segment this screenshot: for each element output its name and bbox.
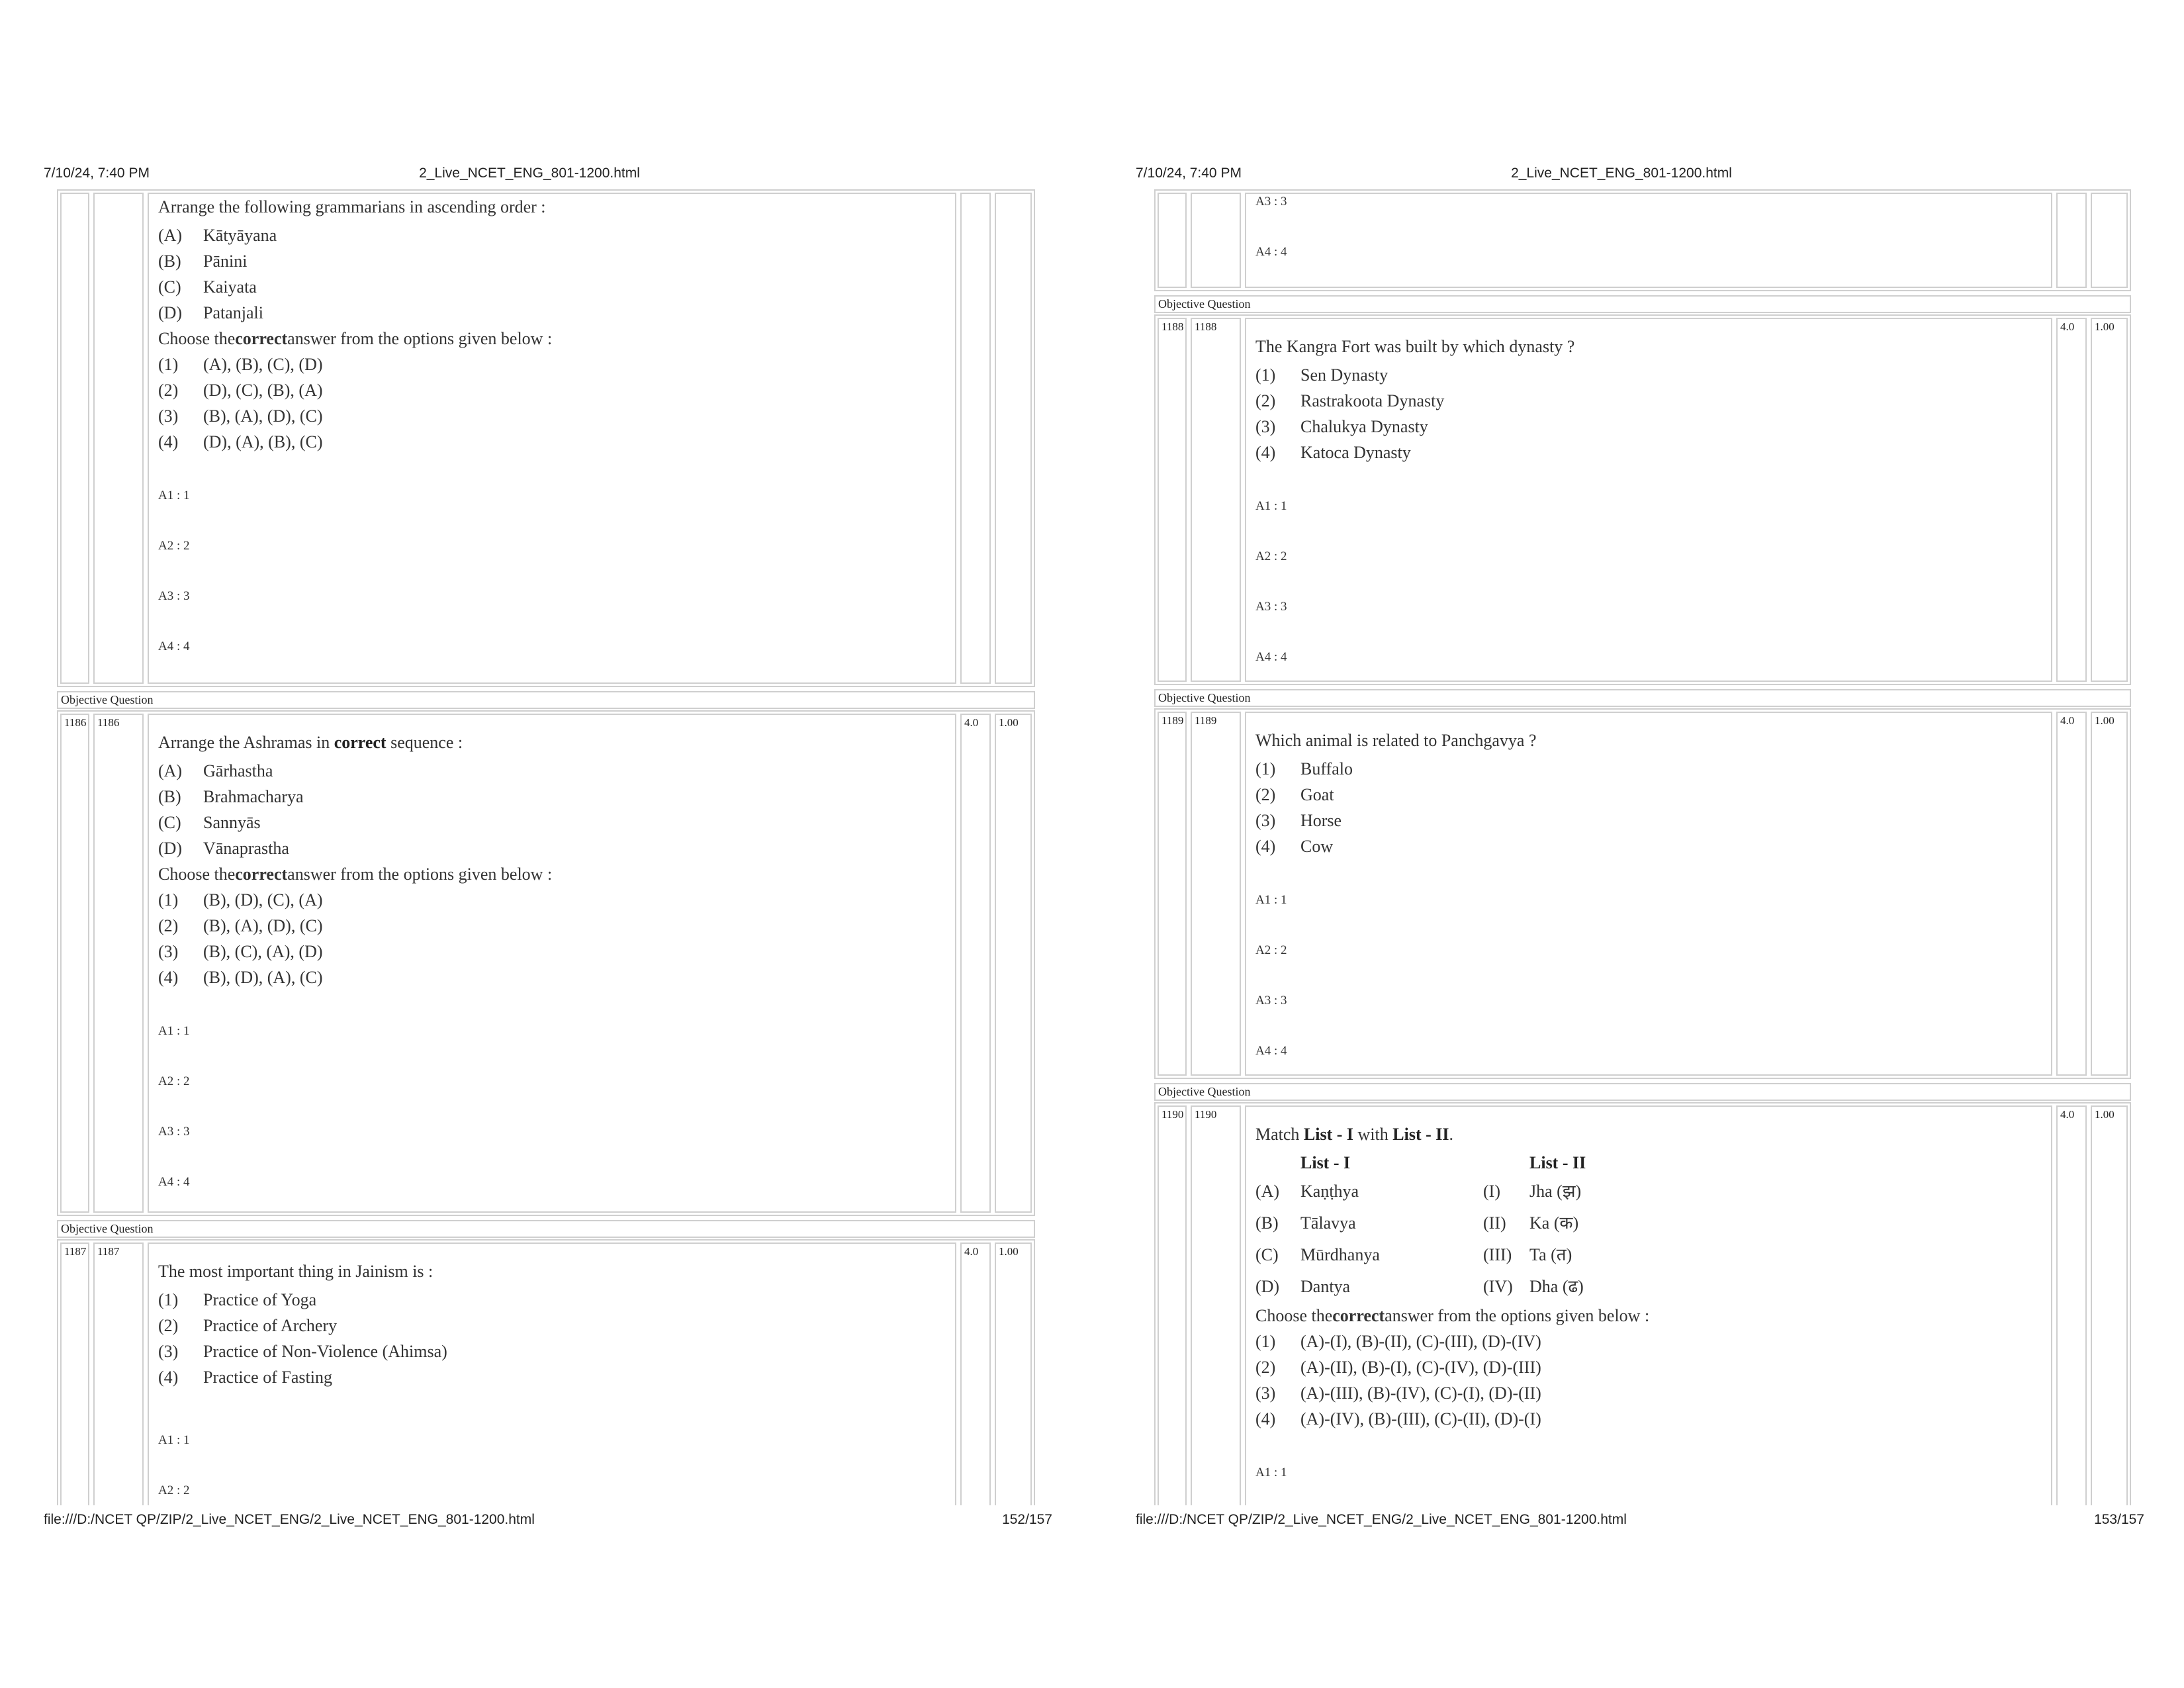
answer-option: (2) (A)-(II), (B)-(I), (C)-(IV), (D)-(III) xyxy=(1255,1358,1541,1377)
list-item: (A) Kātyāyana xyxy=(158,226,277,245)
question-number: 1186 xyxy=(60,714,89,1213)
question-text: The most important thing in Jainism is : xyxy=(158,1262,433,1281)
answer-key: A2 : 2 xyxy=(158,1483,190,1497)
answer-option: (4) (B), (D), (A), (C) xyxy=(158,968,323,987)
question-number: 1187 xyxy=(60,1243,89,1505)
footer-file-path: file:///D:/NCET QP/ZIP/2_Live_NCET_ENG/2_Live_NCET_ENG_801-1200.html xyxy=(1136,1512,1627,1527)
match-row: (B) Tālavya (II) Ka (क) xyxy=(1255,1213,1579,1233)
list-item: (B) Pānini xyxy=(158,252,248,271)
negative-marks-cell xyxy=(2091,193,2128,288)
answer-option: (3) Chalukya Dynasty xyxy=(1255,417,1428,436)
question-body xyxy=(148,714,956,1213)
question-id: 1187 xyxy=(93,1243,144,1505)
marks-cell: 4.0 xyxy=(960,714,991,1213)
negative-marks-cell: 1.00 xyxy=(2091,712,2128,1076)
header-date: 7/10/24, 7:40 PM xyxy=(1136,165,1242,181)
answer-option: (1) (A), (B), (C), (D) xyxy=(158,355,323,374)
section-label: Objective Question xyxy=(1154,689,2131,707)
answer-key: A1 : 1 xyxy=(1255,1466,1287,1479)
answer-option: (3) Practice of Non-Violence (Ahimsa) xyxy=(158,1342,447,1361)
answer-option: (1) Buffalo xyxy=(1255,759,1353,778)
section-label: Objective Question xyxy=(1154,1083,2131,1101)
question-block xyxy=(1154,708,2131,1079)
question-id: 1190 xyxy=(1191,1105,1241,1505)
answer-option: (2) Practice of Archery xyxy=(158,1316,338,1335)
answer-option: (2) Goat xyxy=(1255,785,1334,804)
negative-marks-cell: 1.00 xyxy=(2091,1105,2128,1505)
marks-cell: 4.0 xyxy=(2056,712,2087,1076)
list-item: (D) Vānaprastha xyxy=(158,839,289,858)
list-2-header: List - II xyxy=(1529,1153,1586,1172)
list-item: (D) Patanjali xyxy=(158,303,263,322)
answer-key: A2 : 2 xyxy=(1255,943,1287,957)
footer-file-path: file:///D:/NCET QP/ZIP/2_Live_NCET_ENG/2_Live_NCET_ENG_801-1200.html xyxy=(44,1512,535,1527)
question-id: 1186 xyxy=(93,714,144,1213)
question-id: 1189 xyxy=(1191,712,1241,1076)
list-item: (B) Brahmacharya xyxy=(158,787,304,806)
list-item: (C) Sannyās xyxy=(158,813,261,832)
question-number: 1188 xyxy=(1158,318,1187,682)
answer-option: (2) (D), (C), (B), (A) xyxy=(158,381,323,400)
question-text: Which animal is related to Panchgavya ? xyxy=(1255,731,1537,750)
answer-option: (4) (A)-(IV), (B)-(III), (C)-(II), (D)-(I) xyxy=(1255,1409,1541,1429)
question-block-continued xyxy=(1154,189,2131,291)
answer-key: A2 : 2 xyxy=(158,539,190,553)
header-date: 7/10/24, 7:40 PM xyxy=(44,165,150,181)
list-item: (C) Kaiyata xyxy=(158,277,257,297)
answer-option: (4) Katoca Dynasty xyxy=(1255,443,1411,462)
list-1-header: List - I xyxy=(1300,1153,1351,1172)
answer-option: (3) (B), (A), (D), (C) xyxy=(158,406,323,426)
question-number: 1190 xyxy=(1158,1105,1187,1505)
question-block xyxy=(1154,314,2131,685)
answer-key: A4 : 4 xyxy=(158,1175,190,1189)
qid-cell xyxy=(1191,193,1241,288)
answer-key: A4 : 4 xyxy=(1255,650,1287,664)
answer-key: A2 : 2 xyxy=(158,1074,190,1088)
answer-key: A4 : 4 xyxy=(1255,245,1287,259)
answer-key: A3 : 3 xyxy=(1255,994,1287,1008)
question-text: Arrange the following grammarians in ascending order : xyxy=(158,197,546,216)
question-body xyxy=(148,193,956,684)
match-row: (D) Dantya (IV) Dha (ढ) xyxy=(1255,1277,1584,1296)
answer-key: A2 : 2 xyxy=(1255,549,1287,563)
marks-cell: 4.0 xyxy=(960,1243,991,1505)
list-item: (A) Gārhastha xyxy=(158,761,273,780)
answer-option: (2) (B), (A), (D), (C) xyxy=(158,916,323,935)
choose-instruction: Choose the correct answer from the options given below : xyxy=(158,865,553,884)
answer-option: (4) (D), (A), (B), (C) xyxy=(158,432,323,451)
answer-key: A4 : 4 xyxy=(158,639,190,653)
num-cell xyxy=(1158,193,1187,288)
question-body xyxy=(1245,193,2052,288)
question-text: Arrange the Ashramas in correct sequence : xyxy=(158,733,463,752)
section-label: Objective Question xyxy=(57,1220,1035,1238)
question-sheet xyxy=(57,189,1035,1505)
negative-marks-cell: 1.00 xyxy=(995,1243,1032,1505)
question-body xyxy=(1245,1105,2052,1505)
question-text: The Kangra Fort was built by which dynasty ? xyxy=(1255,337,1575,356)
question-block xyxy=(57,710,1035,1216)
answer-key: A3 : 3 xyxy=(158,1125,190,1139)
negative-marks-cell xyxy=(995,193,1032,684)
num-cell xyxy=(60,193,89,684)
answer-key: A1 : 1 xyxy=(158,489,190,502)
footer-page-number: 152/157 xyxy=(1002,1512,1052,1527)
question-number: 1189 xyxy=(1158,712,1187,1076)
answer-option: (3) Horse xyxy=(1255,811,1342,830)
right-page xyxy=(1092,0,2184,1688)
match-list-header xyxy=(1255,1150,2042,1176)
answer-key: A4 : 4 xyxy=(1255,1044,1287,1058)
answer-option: (1) Practice of Yoga xyxy=(158,1290,317,1309)
question-block xyxy=(57,1239,1035,1505)
negative-marks-cell: 1.00 xyxy=(995,714,1032,1213)
marks-cell xyxy=(960,193,991,684)
question-body xyxy=(148,1243,956,1505)
marks-cell xyxy=(2056,193,2087,288)
answer-option: (3) (A)-(III), (B)-(IV), (C)-(I), (D)-(II) xyxy=(1255,1383,1541,1403)
section-label: Objective Question xyxy=(57,691,1035,709)
answer-key: A3 : 3 xyxy=(158,589,190,603)
answer-key: A1 : 1 xyxy=(1255,893,1287,907)
question-block xyxy=(1154,1102,2131,1505)
match-row: (A) Kaṇṭhya (I) Jha (झ) xyxy=(1255,1182,1582,1201)
marks-cell: 4.0 xyxy=(2056,318,2087,682)
question-id: 1188 xyxy=(1191,318,1241,682)
negative-marks-cell: 1.00 xyxy=(2091,318,2128,682)
answer-key: A1 : 1 xyxy=(158,1433,190,1447)
match-row: (C) Mūrdhanya (III) Ta (त) xyxy=(1255,1245,1572,1264)
answer-key: A1 : 1 xyxy=(1255,499,1287,513)
answer-option: (4) Practice of Fasting xyxy=(158,1368,332,1387)
marks-cell: 4.0 xyxy=(2056,1105,2087,1505)
header-title: 2_Live_NCET_ENG_801-1200.html xyxy=(1511,165,1732,181)
question-block-continued xyxy=(57,189,1035,687)
question-body xyxy=(1245,712,2052,1076)
answer-option: (1) Sen Dynasty xyxy=(1255,365,1388,385)
answer-option: (4) Cow xyxy=(1255,837,1334,856)
question-text: Match List - I with List - II. xyxy=(1255,1125,1454,1144)
section-label: Objective Question xyxy=(1154,295,2131,313)
choose-instruction: Choose the correct answer from the options given below : xyxy=(158,329,553,348)
answer-option: (2) Rastrakoota Dynasty xyxy=(1255,391,1445,410)
qid-cell xyxy=(93,193,144,684)
answer-key: A1 : 1 xyxy=(158,1024,190,1038)
question-body xyxy=(1245,318,2052,682)
footer-page-number: 153/157 xyxy=(2094,1512,2144,1527)
answer-key: A3 : 3 xyxy=(1255,600,1287,614)
answer-option: (1) (A)-(I), (B)-(II), (C)-(III), (D)-(IV) xyxy=(1255,1332,1541,1351)
answer-option: (3) (B), (C), (A), (D) xyxy=(158,942,323,961)
question-sheet xyxy=(1154,189,2131,1505)
answer-option: (1) (B), (D), (C), (A) xyxy=(158,890,323,910)
choose-instruction: Choose the correct answer from the options given below : xyxy=(1255,1306,1650,1325)
answer-key: A3 : 3 xyxy=(1255,195,1287,209)
header-title: 2_Live_NCET_ENG_801-1200.html xyxy=(419,165,640,181)
